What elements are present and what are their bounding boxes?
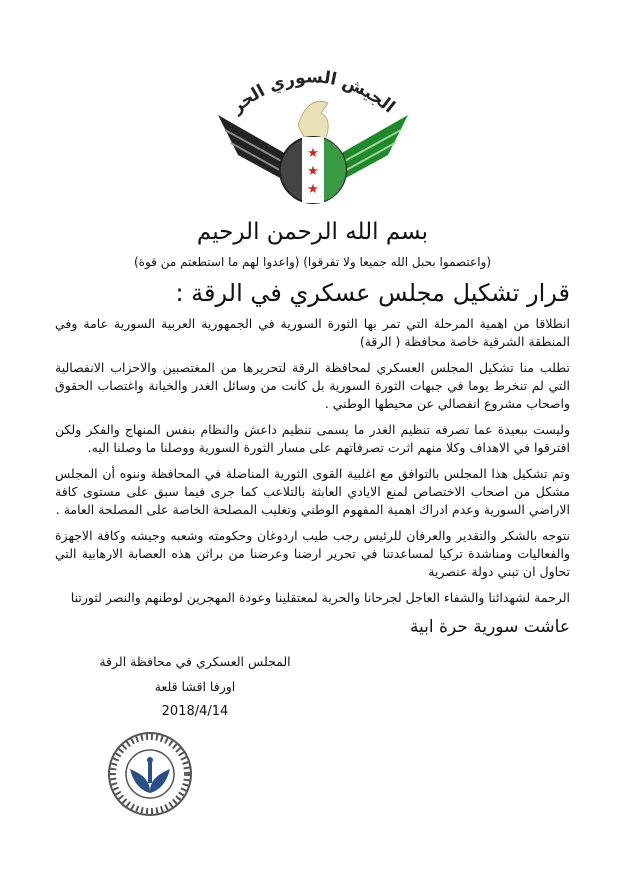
paragraph-2: تطلب منا تشكيل المجلس العسكري لمحافظة الرقة لتحريرها من المغتصبين والاحزاب الانفصالية التي لم تنخرط يوما في جبهات الثورة السورية بل كانت من وسائل الغدر والخيانة واغتصاب الحقوق واصحاب مشروع انفصالي عن محيطها الوطني . (55, 360, 570, 411)
quran-quote: (واعتصموا بحبل الله جميعا ولا تفرقوا) (واعدوا لهم ما استطعتم من قوة) (133, 255, 492, 269)
svg-text:★: ★ (306, 164, 319, 179)
free-syrian-army-logo (213, 55, 413, 205)
signature-date: 2018/4/14 (161, 704, 229, 719)
signature-org: المجلس العسكري في محافظة الرقة (99, 654, 291, 669)
paragraph-4: وتم تشكيل هذا المجلس بالتوافق مع اغلبية القوى الثورية المناضلة في المحافظة وننوه أن المجلس مشكل من اصحاب الاختصاص لمنع الايادي العابثة بالتلاعب كما جرى فيما سبق على مستوى كافة الاراضي السورية وعدم ادراك اهمية المفهوم الوطني وتغليب المصلحة الخاصة على المصلحة العامة . (55, 466, 570, 517)
paragraph-3: وليست ببعيدة عما تصرفه تنظيم الغدر ما يسمى تنظيم داعش والنظام بنفس المنهاج والفكر ولكن افترقوا في الاهداف وكلا منهم اثرت تصرفاتهم على مسار الثورة السورية ووصلنا ما وصلنا اليه. (55, 422, 570, 455)
paragraph-1: انطلاقا من اهمية المرحلة التي تمر بها الثورة السورية في الجمهورية العربية السورية عامة وفي المنطقة الشرقية خاصة محافظة ( الرقة) (55, 316, 570, 349)
document-heading: قرار تشكيل مجلس عسكري في الرقة : (175, 279, 570, 307)
official-stamp (105, 729, 195, 819)
svg-text:★: ★ (306, 146, 319, 161)
paragraph-5: نتوجه بالشكر والتقدير والعرفان للرئيس رجب طيب اردوغان وحكومته وشعبه وجيشه وكافة الاجهزة والفعاليات ومناشدة تركيا لمساعدتنا في تحرير ارضنا وعرضنا من براثن هذه العصابة الارهابية التي تحاول ان تبني دولة عنصرية (55, 528, 570, 579)
svg-text:الجيش السوري الحر: الجيش السوري الحر (227, 67, 399, 118)
slogan: عاشت سورية حرة ابية (409, 617, 570, 637)
signature-block (95, 653, 295, 721)
paragraph-6: الرحمة لشهدائنا والشفاء العاجل لجرحانا والحرية لمعتقلينا وعودة المهجرين لوطنهم والنصر لثورتنا (70, 590, 570, 605)
svg-text:★: ★ (306, 182, 319, 197)
basmala: بسم الله الرحمن الرحيم (196, 219, 429, 245)
signature-name: اورفا اقشا قلعة (154, 679, 236, 694)
